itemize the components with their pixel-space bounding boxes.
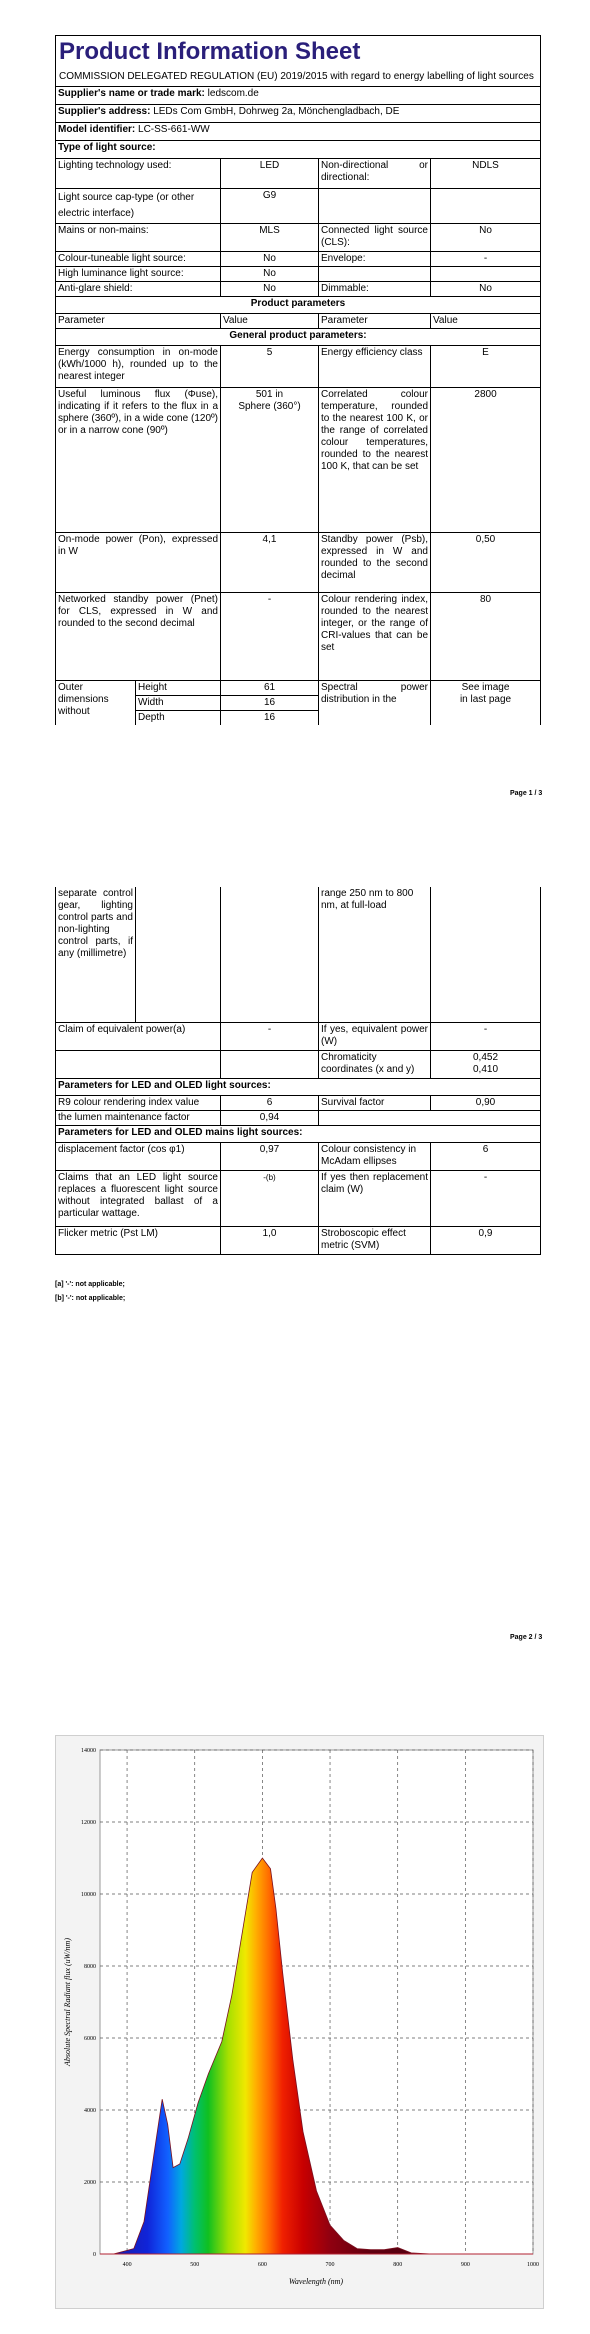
outer-dimensions-cont-row [56,887,541,1022]
ls-antiglare-value: No [221,282,319,297]
x-tick-label: 400 [122,2262,132,2268]
displacement-value: 0,97 [221,1142,319,1170]
cct-value: 2800 [431,388,541,533]
column-header-row [56,314,541,329]
ls-empty-value [431,189,541,224]
equiv-row [56,1022,541,1050]
ls-empty2-label [319,267,431,282]
ls-empty-label [319,189,431,224]
y-tick-label: 14000 [81,1748,96,1754]
spectral-chart [56,1736,543,2308]
height-label: Height [136,681,221,696]
equivalent-if-label: If yes, equivalent power (W) [319,1022,431,1050]
product-parameters-heading-row [56,297,541,314]
ls-high-lum-label: High luminance light source: [56,267,221,282]
x-tick-label: 500 [190,2262,200,2268]
page-number-1: Page 1 / 3 [510,790,543,797]
lumen-maintenance-value: 0,94 [221,1110,319,1125]
luminous-flux-value [221,388,319,533]
y-tick-label: 12000 [81,1820,96,1826]
ls-mains-label: Mains or non-mains: [56,224,221,252]
claims-row [56,1170,541,1226]
supplier-name-label: Supplier's name or trade mark: [58,88,205,99]
chroma-row [56,1050,541,1078]
led-heading-row [56,1078,541,1095]
chroma-empty-value [221,1050,319,1078]
networked-standby-label: Networked standby power (Pnet) for CLS, expressed in W and rounded to the second decimal [56,593,221,681]
light-source-heading-row [56,141,541,159]
page-number-2: Page 2 / 3 [510,1634,543,1641]
col-header-value-2: Value [431,314,541,329]
y-tick-label: 10000 [81,1892,96,1898]
col-header-parameter-2: Parameter [319,314,431,329]
ls-technology-label: Lighting technology used: [56,159,221,189]
flicker-row [56,1226,541,1254]
ls-row-3 [56,224,541,252]
col-header-value-1: Value [221,314,319,329]
displacement-row [56,1142,541,1170]
height-value: 61 [221,681,319,696]
flicker-label: Flicker metric (Pst LM) [56,1226,221,1254]
y-tick-label: 0 [93,2252,96,2258]
y-tick-label: 2000 [84,2180,96,2186]
chroma-empty-label [56,1050,221,1078]
supplier-address-label: Supplier's address: [58,106,151,117]
onmode-power-label: On-mode power (Pon), expressed in W [56,533,221,593]
supplier-name-row [56,87,541,105]
ls-technology-value: LED [221,159,319,189]
lumen-row [56,1110,541,1125]
ls-row-5 [56,267,541,282]
ls-dimmable-value: No [431,282,541,297]
spectral-chart-panel [55,1735,544,2309]
lumen-empty-2 [431,1110,541,1125]
r9-row [56,1095,541,1110]
title-row [56,36,541,87]
info-table-page-2 [55,887,541,1255]
ls-dimmable-label: Dimmable: [319,282,431,297]
chromaticity-x: 0,452 [472,1051,499,1063]
standby-power-label: Standby power (Psb), expressed in W and rounded to the second decimal [319,533,431,593]
spectral-value-1: See image [461,682,510,693]
survival-value: 0,90 [431,1095,541,1110]
efficiency-class-label: Energy efficiency class [319,346,431,388]
cri-label: Colour rendering index, rounded to the nearest integer, or the range of CRI-values that can be set [319,593,431,681]
model-value: LC-SS-661-WW [138,124,210,135]
claims-label: Claims that an LED light source replaces a fluorescent light source without integrated ballast of a particular wattage. [56,1170,221,1226]
ls-cls-label: Connected light source (CLS): [319,224,431,252]
onmode-power-value: 4,1 [221,533,319,593]
replacement-value: - [431,1170,541,1226]
general-heading-row [56,329,541,346]
depth-value: 16 [221,711,319,726]
svm-value: 0,9 [431,1226,541,1254]
width-label: Width [136,696,221,711]
luminous-flux-label: Useful luminous flux (Φuse), indicating if it refers to the flux in a sphere (360º), in a wide cone (120º) or in a narrow cone (90º) [56,388,221,533]
efficiency-class-value: E [431,346,541,388]
equivalent-if-value: - [431,1022,541,1050]
ls-tuneable-label: Colour-tuneable light source: [56,252,221,267]
lumen-empty [319,1110,431,1125]
x-axis-label: Wavelength (nm) [288,2277,344,2286]
lumen-maintenance-label: the lumen maintenance factor [56,1110,221,1125]
chromaticity-y: 0,410 [472,1063,499,1075]
ls-directional-label: Non-directional or directional: [319,159,431,189]
mcadam-value: 6 [431,1142,541,1170]
y-axis-label: Absolute Spectral Radiant flux (uW/nm) [63,1938,72,2066]
led-mains-heading: Parameters for LED and OLED mains light sources: [56,1125,541,1142]
equivalent-power-label: Claim of equivalent power(a) [56,1022,221,1050]
info-sheet-page-2 [55,887,540,1255]
ls-antiglare-label: Anti-glare shield: [56,282,221,297]
supplier-address-value: LEDs Com GmbH, Dohrweg 2a, Mönchengladbach, DE [153,106,400,117]
standby-power-value: 0,50 [431,533,541,593]
outer-dimensions-label-p1: Outer dimensions without [56,681,136,726]
r9-value: 6 [221,1095,319,1110]
equivalent-power-value: - [221,1022,319,1050]
footnote-b: [b] '-': not applicable; [55,1295,126,1302]
x-tick-label: 700 [325,2262,335,2268]
y-tick-label: 4000 [84,2108,96,2114]
page-1 [0,0,590,800]
svm-label: Stroboscopic effect metric (SVM) [319,1226,431,1254]
mcadam-label: Colour consistency in McAdam ellipses [319,1142,431,1170]
ls-envelope-value: - [431,252,541,267]
col-header-parameter-1: Parameter [56,314,221,329]
outer-dimensions-empty-value [221,887,319,1022]
energy-consumption-label: Energy consumption in on-mode (kWh/1000 h), rounded up to the nearest integer [56,346,221,388]
flux-row [56,388,541,533]
light-source-heading: Type of light source: [56,141,541,159]
ls-mains-value: MLS [221,224,319,252]
footnote-a: [a] '-': not applicable; [55,1281,125,1288]
model-label: Model identifier: [58,124,136,135]
outer-dimensions-label-p2: separate control gear, lighting control parts and non-lighting control parts, if any (millimetre) [56,887,136,1022]
ls-row-4 [56,252,541,267]
outer-dimensions-empty [136,887,221,1022]
ls-row-1 [56,159,541,189]
ls-cap-label: Light source cap-type (or other electric interface) [56,189,221,224]
claims-value: -(b) [221,1170,319,1226]
supplier-name-value: ledscom.de [207,88,259,99]
ls-row-6 [56,282,541,297]
r9-label: R9 colour rendering index value [56,1095,221,1110]
ls-cap-value: G9 [221,189,319,224]
x-tick-label: 600 [257,2262,267,2268]
y-tick-label: 6000 [84,2036,96,2042]
network-row [56,593,541,681]
x-tick-label: 900 [460,2262,470,2268]
survival-label: Survival factor [319,1095,431,1110]
ls-row-2 [56,189,541,224]
spectral-value [431,681,541,726]
info-table-page-1 [55,35,541,725]
product-parameters-heading: Product parameters [56,297,541,314]
displacement-label: displacement factor (cos φ1) [56,1142,221,1170]
cri-value: 80 [431,593,541,681]
ls-envelope-label: Envelope: [319,252,431,267]
luminous-flux-value-1: 501 in [255,389,284,400]
supplier-address-row [56,105,541,123]
led-mains-heading-row [56,1125,541,1142]
ls-directional-value: NDLS [431,159,541,189]
x-tick-label: 800 [393,2262,403,2268]
page-title: Product Information Sheet [59,38,361,65]
spectral-label-p1: Spectral power distribution in the [319,681,431,726]
chromaticity-label: Chromaticity coordinates (x and y) [319,1050,431,1078]
general-parameters-heading: General product parameters: [56,329,541,346]
ls-tuneable-value: No [221,252,319,267]
power-row [56,533,541,593]
flicker-value: 1,0 [221,1226,319,1254]
width-value: 16 [221,696,319,711]
energy-row [56,346,541,388]
spectral-value-2: in last page [459,694,512,705]
x-tick-label: 1000 [527,2262,539,2268]
chromaticity-value [431,1050,541,1078]
cct-label: Correlated colour temperature, rounded to the nearest 100 K, or the range of correlated colour temperatures, rounded to the nearest 100 K, that can be set [319,388,431,533]
ls-high-lum-value: No [221,267,319,282]
page-subtitle: COMMISSION DELEGATED REGULATION (EU) 2019/2015 with regard to energy labelling of light sources [59,71,534,82]
page-2 [0,882,590,1662]
ls-empty2-value [431,267,541,282]
depth-label: Depth [136,711,221,726]
energy-consumption-value: 5 [221,346,319,388]
ls-cls-value: No [431,224,541,252]
height-row [56,681,541,696]
luminous-flux-value-2: Sphere (360°) [238,401,301,412]
spectral-label-p2: range 250 nm to 800 nm, at full-load [319,887,431,1022]
spectral-cont-empty [431,887,541,1022]
model-row [56,123,541,141]
y-tick-label: 8000 [84,1964,96,1970]
replacement-label: If yes then replacement claim (W) [319,1170,431,1226]
networked-standby-value: - [221,593,319,681]
info-sheet-page-1 [55,35,540,725]
led-parameters-heading: Parameters for LED and OLED light sources: [56,1078,541,1095]
